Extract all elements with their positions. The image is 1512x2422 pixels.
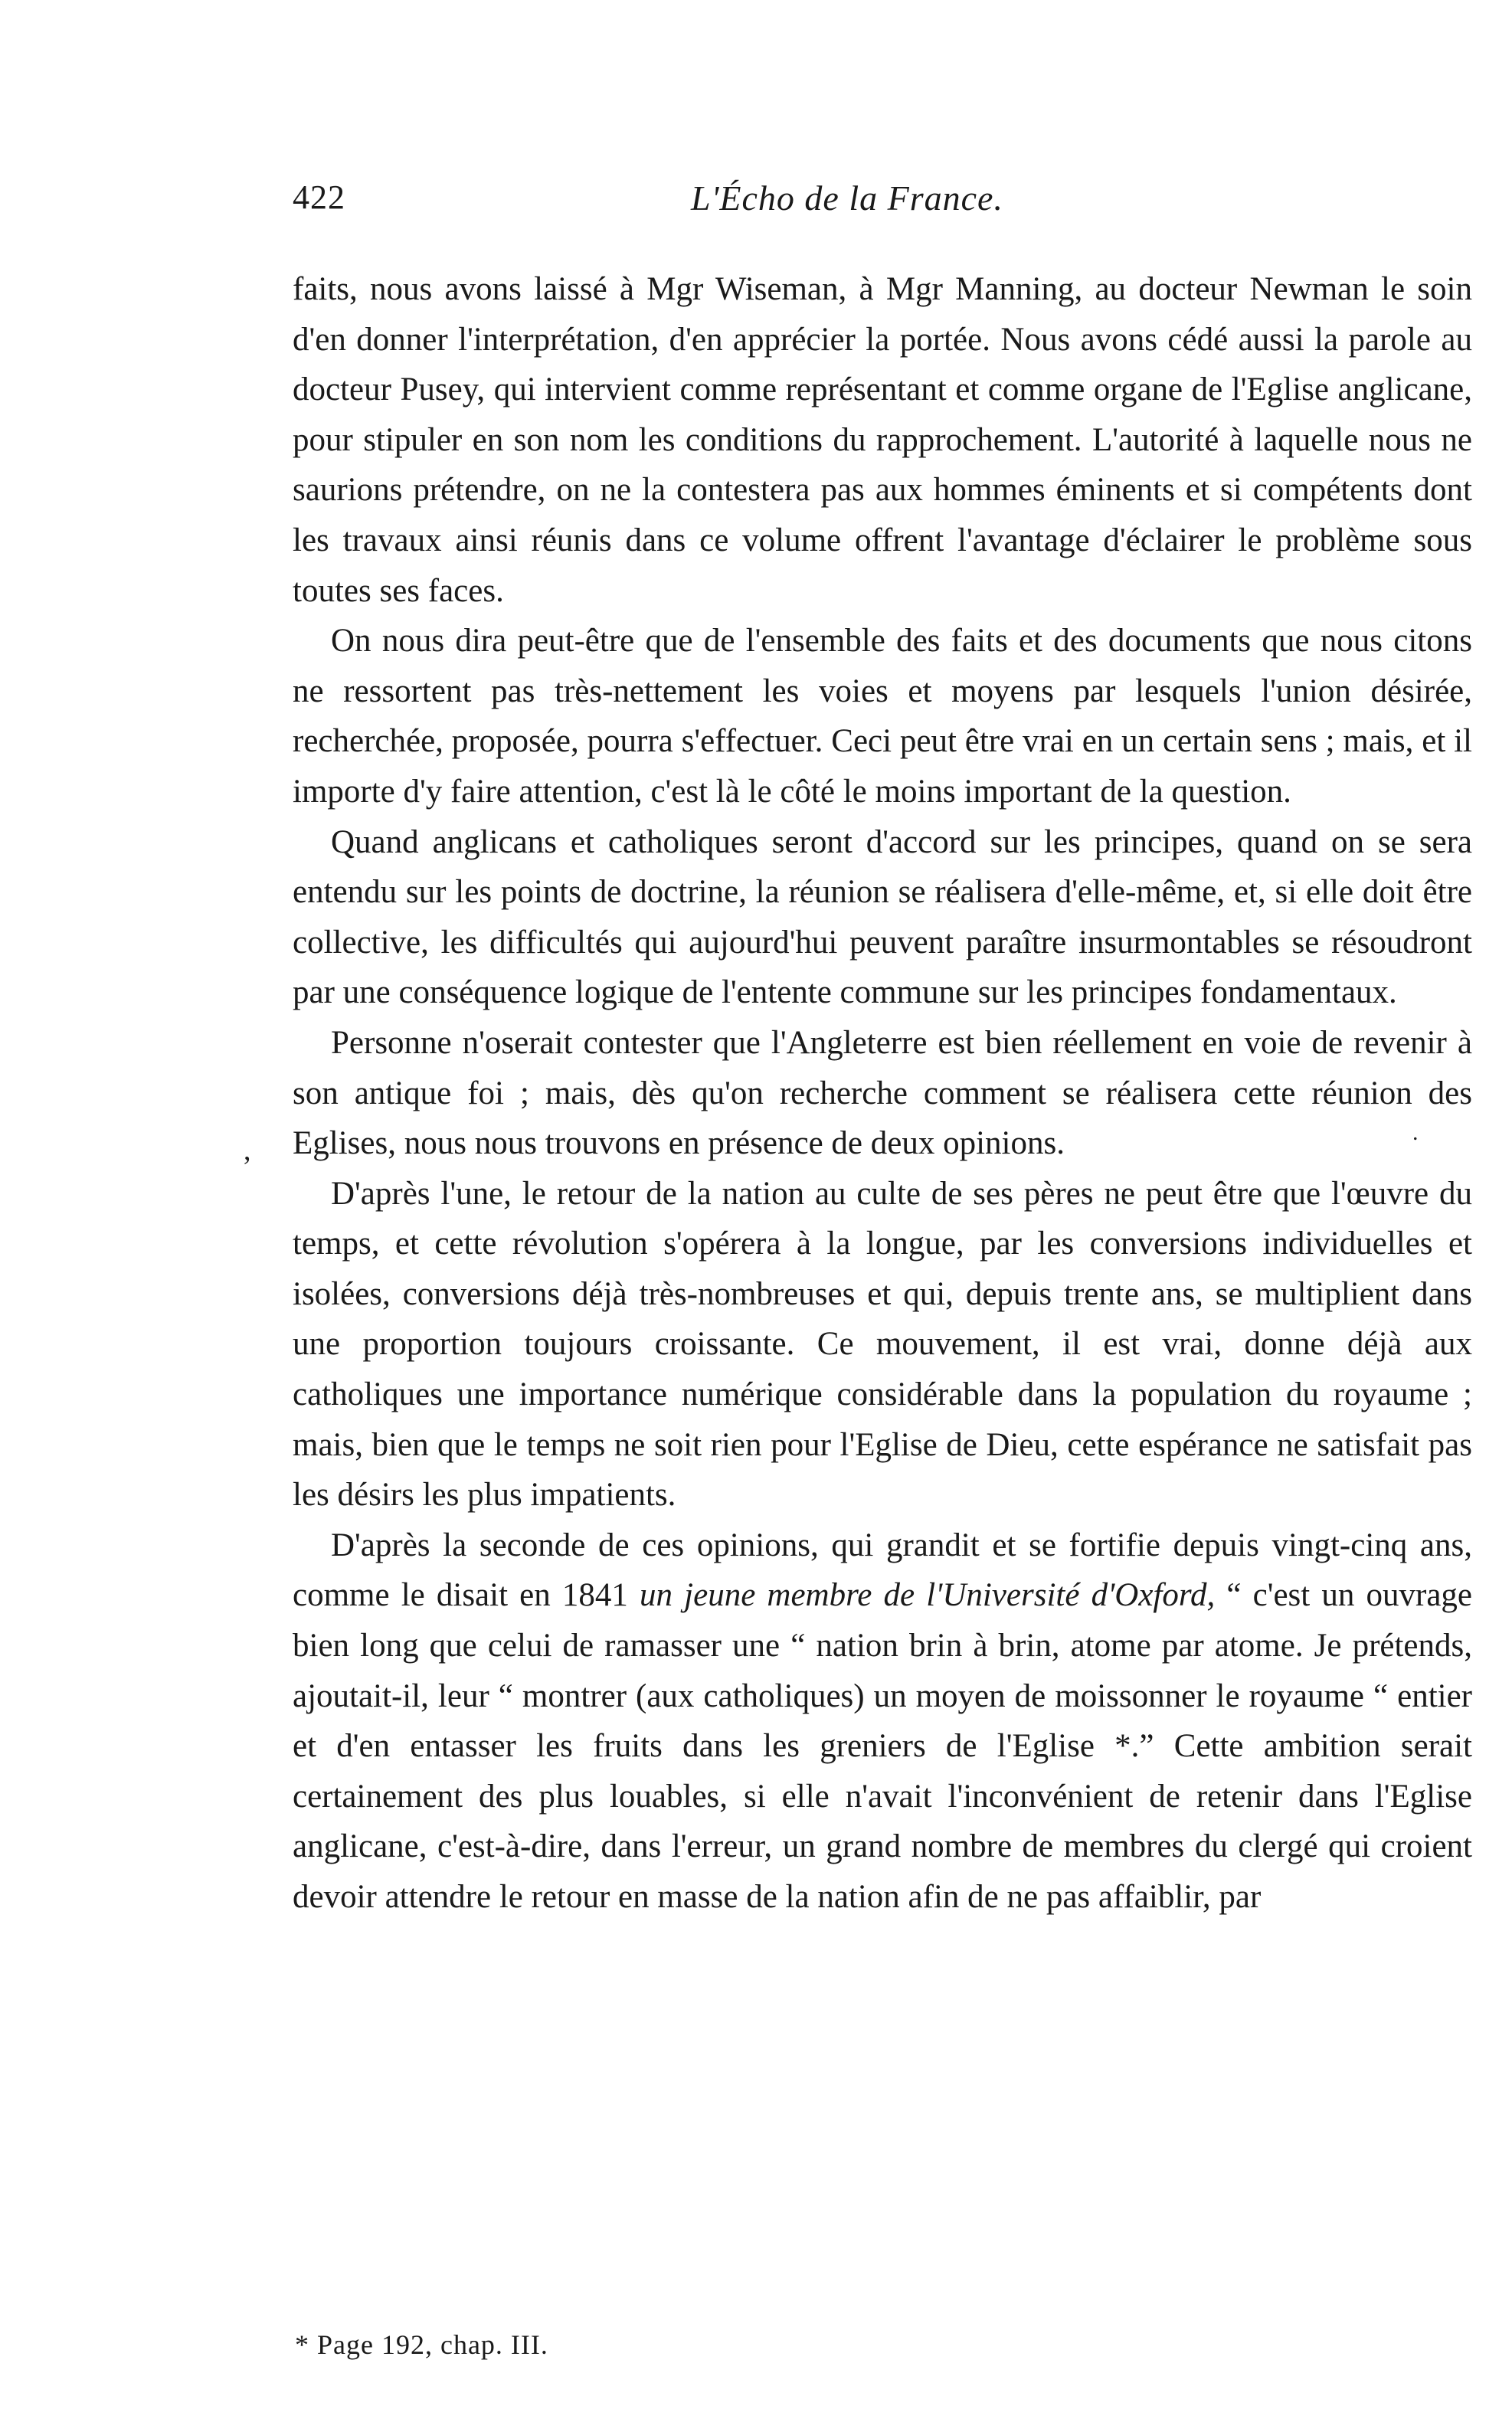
- paragraph: faits, nous avons laissé à Mgr Wiseman, à Mgr Manning, au docteur Newman le soin d'en donner l'interprétation, d'en apprécier la portée. Nous avons cédé aussi la parole au docteur Pusey, qui intervient comme représentant et comme organe de l'Eglise anglicane, pour stipuler en son nom les conditions du rapprochement. L'autorité à laquelle nous ne saurions prétendre, on ne la contestera pas aux hommes éminents et si compétents dont les travaux ainsi réunis dans ce volume offrent l'avantage d'éclairer le problème sous toutes ses faces.: [293, 271, 1472, 609]
- body-text: [293, 264, 1472, 1923]
- paragraph: D'après l'une, le retour de la nation au culte de ses pères ne peut être que l'œuvre du temps, et cette révolution s'opérera à la longue, par les conversions individuelles et isolées, conversions déjà très-nombreuses et qui, depuis trente ans, se multiplient dans une proportion toujours croissante. Ce mouvement, il est vrai, donne déjà aux catholiques une importance numérique considérable dans la population du royaume ; mais, bien que le temps ne soit rien pour l'Eglise de Dieu, cette espérance ne satisfait pas les désirs les plus impatients.: [293, 1175, 1472, 1514]
- paragraph-last: [293, 1520, 1472, 1923]
- page-number: 422: [293, 178, 345, 216]
- margin-dot: .: [1412, 1120, 1419, 1145]
- margin-mark: ,: [244, 1134, 251, 1167]
- paragraph: Personne n'oserait contester que l'Angleterre est bien réellement en voie de revenir à son antique foi ; mais, dès qu'on recherche comment se réalisera cette réunion des Eglises, nous nous trouvons en présence de deux opinions.: [293, 1024, 1472, 1162]
- running-title: L'Écho de la France.: [691, 178, 1003, 218]
- paragraph-tail: Cette ambition serait certainement des plus louables, si elle n'avait l'inconvénient de retenir dans l'Eglise anglicane, c'est-à-dire, dans l'erreur, un grand nombre de membres du clergé qui croient devoir attendre le retour en masse de la nation afin de ne pas affaiblir, par: [293, 1728, 1472, 1915]
- quotation: “ c'est un ouvrage bien long que celui de ramasser une “ nation brin à brin, atome par atome. Je prétends, ajoutait-il, leur “ montrer (aux catholiques) un moyen de moissonner le royaume “ entier et d'en entasser les fruits dans les greniers de l'Eglise *.”: [293, 1577, 1472, 1765]
- page-header: [293, 178, 1472, 224]
- paragraph: On nous dira peut-être que de l'ensemble des faits et des documents que nous citons ne ressortent pas très-nettement les voies et moyens par lesquels l'union désirée, recherchée, proposée, pourra s'effectuer. Ceci peut être vrai en un certain sens ; mais, et il importe d'y faire attention, c'est là le côté le moins important de la question.: [293, 623, 1472, 810]
- paragraph: Quand anglicans et catholiques seront d'accord sur les principes, quand on se sera entendu sur les points de doctrine, la réunion se réalisera d'elle-même, et, si elle doit être collective, les difficultés qui aujourd'hui peuvent paraître insurmontables se résoudront par une conséquence logique de l'entente commune sur les principes fondamentaux.: [293, 823, 1472, 1011]
- italic-citation: un jeune membre de l'Université d'Oxford,: [640, 1577, 1216, 1614]
- paragraph-lead: D'après la seconde de ces opinions, qui grandit et se fortifie depuis vingt-cinq ans, comme le disait en 1841: [293, 1527, 1472, 1614]
- footnote: * Page 192, chap. III.: [295, 2329, 548, 2360]
